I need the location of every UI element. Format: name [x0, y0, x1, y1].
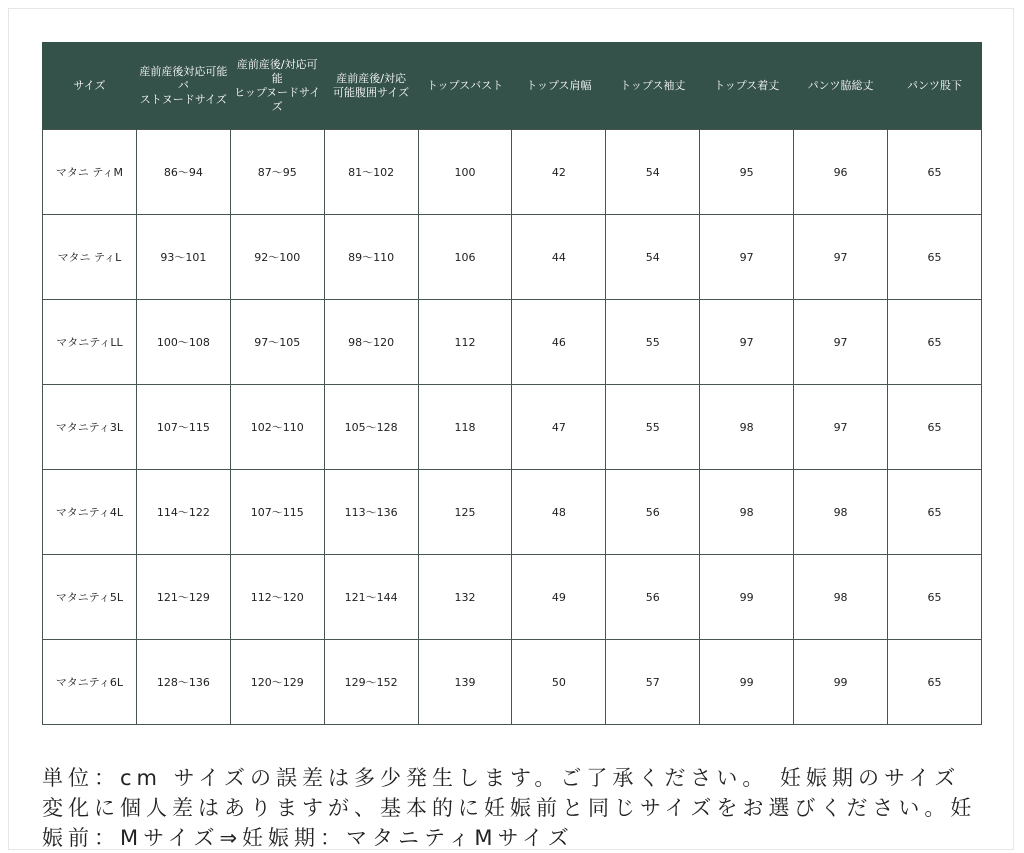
cell-tops-sleeve: 54	[606, 215, 700, 300]
cell-size: マタニティLL	[43, 300, 137, 385]
table-row	[43, 470, 982, 555]
cell-waist: 81～102	[324, 130, 418, 215]
cell-hip-nude: 92～100	[230, 215, 324, 300]
cell-pants-length: 98	[794, 470, 888, 555]
cell-tops-sleeve: 56	[606, 555, 700, 640]
cell-hip-nude: 112～120	[230, 555, 324, 640]
cell-bust-nude: 107～115	[136, 385, 230, 470]
cell-pants-length: 97	[794, 215, 888, 300]
cell-pants-inseam: 65	[888, 470, 982, 555]
cell-waist: 121～144	[324, 555, 418, 640]
cell-tops-bust: 139	[418, 640, 512, 725]
cell-tops-length: 99	[700, 640, 794, 725]
cell-size: マタニティ3L	[43, 385, 137, 470]
cell-tops-shoulder: 47	[512, 385, 606, 470]
cell-tops-shoulder: 50	[512, 640, 606, 725]
header-tops-sleeve: トップス袖丈	[606, 43, 700, 130]
header-tops-bust: トップスバスト	[418, 43, 512, 130]
table-row	[43, 300, 982, 385]
cell-tops-length: 98	[700, 385, 794, 470]
cell-pants-inseam: 65	[888, 130, 982, 215]
cell-size: マタニティ5L	[43, 555, 137, 640]
cell-waist: 98～120	[324, 300, 418, 385]
cell-tops-sleeve: 57	[606, 640, 700, 725]
cell-waist: 129～152	[324, 640, 418, 725]
cell-waist: 113～136	[324, 470, 418, 555]
cell-tops-shoulder: 46	[512, 300, 606, 385]
cell-bust-nude: 114～122	[136, 470, 230, 555]
header-tops-shoulder: トップス肩幅	[512, 43, 606, 130]
cell-size: マタニ ティL	[43, 215, 137, 300]
cell-tops-length: 99	[700, 555, 794, 640]
table-row	[43, 640, 982, 725]
size-note: 単位：cm サイズの誤差は多少発生します。ご了承ください。 妊娠期のサイズ変化に個人差はありますが、基本的に妊娠前と同じサイズをお選びください。妊娠前：Mサイズ⇒妊娠期：マタニティMサイズ	[42, 766, 977, 850]
cell-hip-nude: 97～105	[230, 300, 324, 385]
cell-tops-bust: 112	[418, 300, 512, 385]
cell-pants-length: 98	[794, 555, 888, 640]
cell-pants-length: 99	[794, 640, 888, 725]
cell-pants-inseam: 65	[888, 215, 982, 300]
cell-tops-length: 95	[700, 130, 794, 215]
cell-tops-length: 97	[700, 300, 794, 385]
cell-tops-length: 97	[700, 215, 794, 300]
cell-hip-nude: 102～110	[230, 385, 324, 470]
cell-tops-length: 98	[700, 470, 794, 555]
cell-size: マタニティ6L	[43, 640, 137, 725]
header-hip-nude: 産前産後/対応可能 ヒップヌードサイズ	[230, 43, 324, 130]
cell-pants-length: 97	[794, 385, 888, 470]
cell-tops-bust: 118	[418, 385, 512, 470]
header-bust-nude: 産前産後対応可能バ ストヌードサイズ	[136, 43, 230, 130]
header-size: サイズ	[43, 43, 137, 130]
cell-bust-nude: 121～129	[136, 555, 230, 640]
cell-tops-shoulder: 44	[512, 215, 606, 300]
table-row	[43, 130, 982, 215]
cell-tops-sleeve: 55	[606, 300, 700, 385]
cell-hip-nude: 87～95	[230, 130, 324, 215]
table-row	[43, 215, 982, 300]
table-row	[43, 385, 982, 470]
cell-tops-bust: 100	[418, 130, 512, 215]
header-pants-length: パンツ脇総丈	[794, 43, 888, 130]
cell-waist: 89～110	[324, 215, 418, 300]
cell-tops-shoulder: 42	[512, 130, 606, 215]
cell-pants-inseam: 65	[888, 385, 982, 470]
cell-pants-inseam: 65	[888, 300, 982, 385]
cell-tops-bust: 132	[418, 555, 512, 640]
cell-tops-sleeve: 56	[606, 470, 700, 555]
cell-bust-nude: 128～136	[136, 640, 230, 725]
cell-tops-shoulder: 49	[512, 555, 606, 640]
size-chart-table	[42, 42, 982, 725]
cell-pants-length: 96	[794, 130, 888, 215]
cell-pants-length: 97	[794, 300, 888, 385]
table-header-row	[43, 43, 982, 130]
header-pants-inseam: パンツ股下	[888, 43, 982, 130]
header-waist: 産前産後/対応 可能腹囲サイズ	[324, 43, 418, 130]
cell-tops-shoulder: 48	[512, 470, 606, 555]
cell-bust-nude: 86～94	[136, 130, 230, 215]
cell-pants-inseam: 65	[888, 555, 982, 640]
cell-bust-nude: 100～108	[136, 300, 230, 385]
table-row	[43, 555, 982, 640]
cell-tops-sleeve: 54	[606, 130, 700, 215]
cell-size: マタニティ4L	[43, 470, 137, 555]
cell-tops-bust: 125	[418, 470, 512, 555]
cell-size: マタニ ティM	[43, 130, 137, 215]
cell-hip-nude: 107～115	[230, 470, 324, 555]
cell-tops-bust: 106	[418, 215, 512, 300]
header-tops-length: トップス着丈	[700, 43, 794, 130]
cell-tops-sleeve: 55	[606, 385, 700, 470]
cell-bust-nude: 93～101	[136, 215, 230, 300]
cell-waist: 105～128	[324, 385, 418, 470]
cell-hip-nude: 120～129	[230, 640, 324, 725]
cell-pants-inseam: 65	[888, 640, 982, 725]
